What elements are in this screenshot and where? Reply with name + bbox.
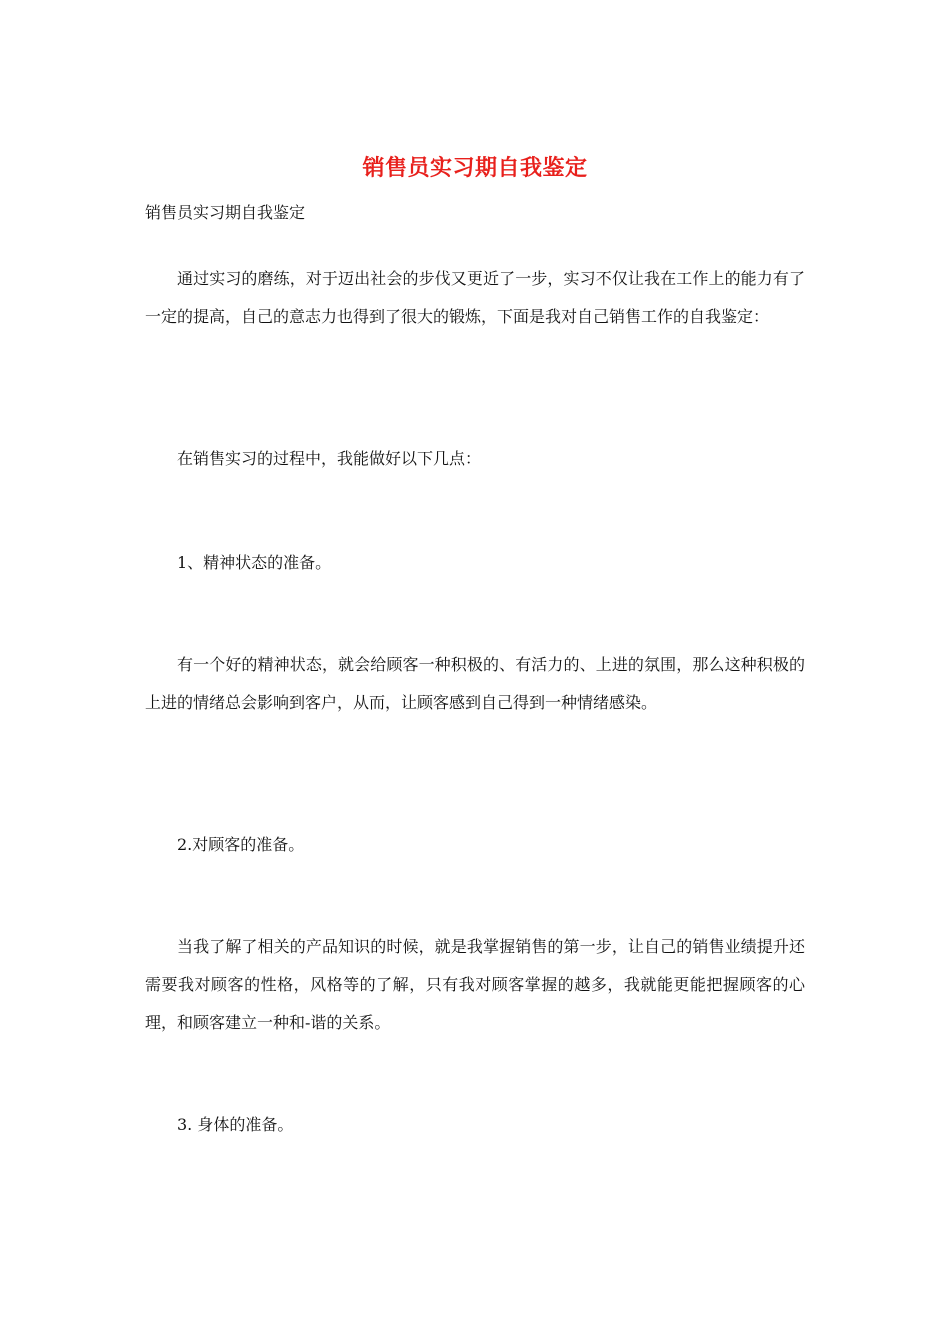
- heading-point-2: 2.对顾客的准备。: [177, 835, 305, 854]
- document-title: 销售员实习期自我鉴定: [362, 155, 588, 181]
- document-subtitle: 销售员实习期自我鉴定: [145, 203, 306, 222]
- paragraph-lead: 在销售实习的过程中，我能做好以下几点：: [177, 449, 482, 468]
- paragraph-point-1: 有一个好的精神状态，就会给顾客一种积极的、有活力的、上进的氛围，那么这种积极的上进的情绪总会影响到客户，从而，让顾客感到自己得到一种情绪感染。: [145, 655, 805, 712]
- paragraph-intro: 通过实习的磨练，对于迈出社会的步伐又更近了一步，实习不仅让我在工作上的能力有了一定的提高，自己的意志力也得到了很大的锻炼，下面是我对自己销售工作的自我鉴定：: [145, 269, 805, 326]
- paragraph-point-2: 当我了解了相关的产品知识的时候，就是我掌握销售的第一步，让自己的销售业绩提升还需要我对顾客的性格，风格等的了解，只有我对顾客掌握的越多，我就能更能把握顾客的心理，和顾客建立一种和-谐的关系。: [145, 937, 805, 1032]
- heading-point-1: 1、精神状态的准备。: [177, 553, 332, 572]
- heading-point-3: 3. 身体的准备。: [177, 1115, 294, 1134]
